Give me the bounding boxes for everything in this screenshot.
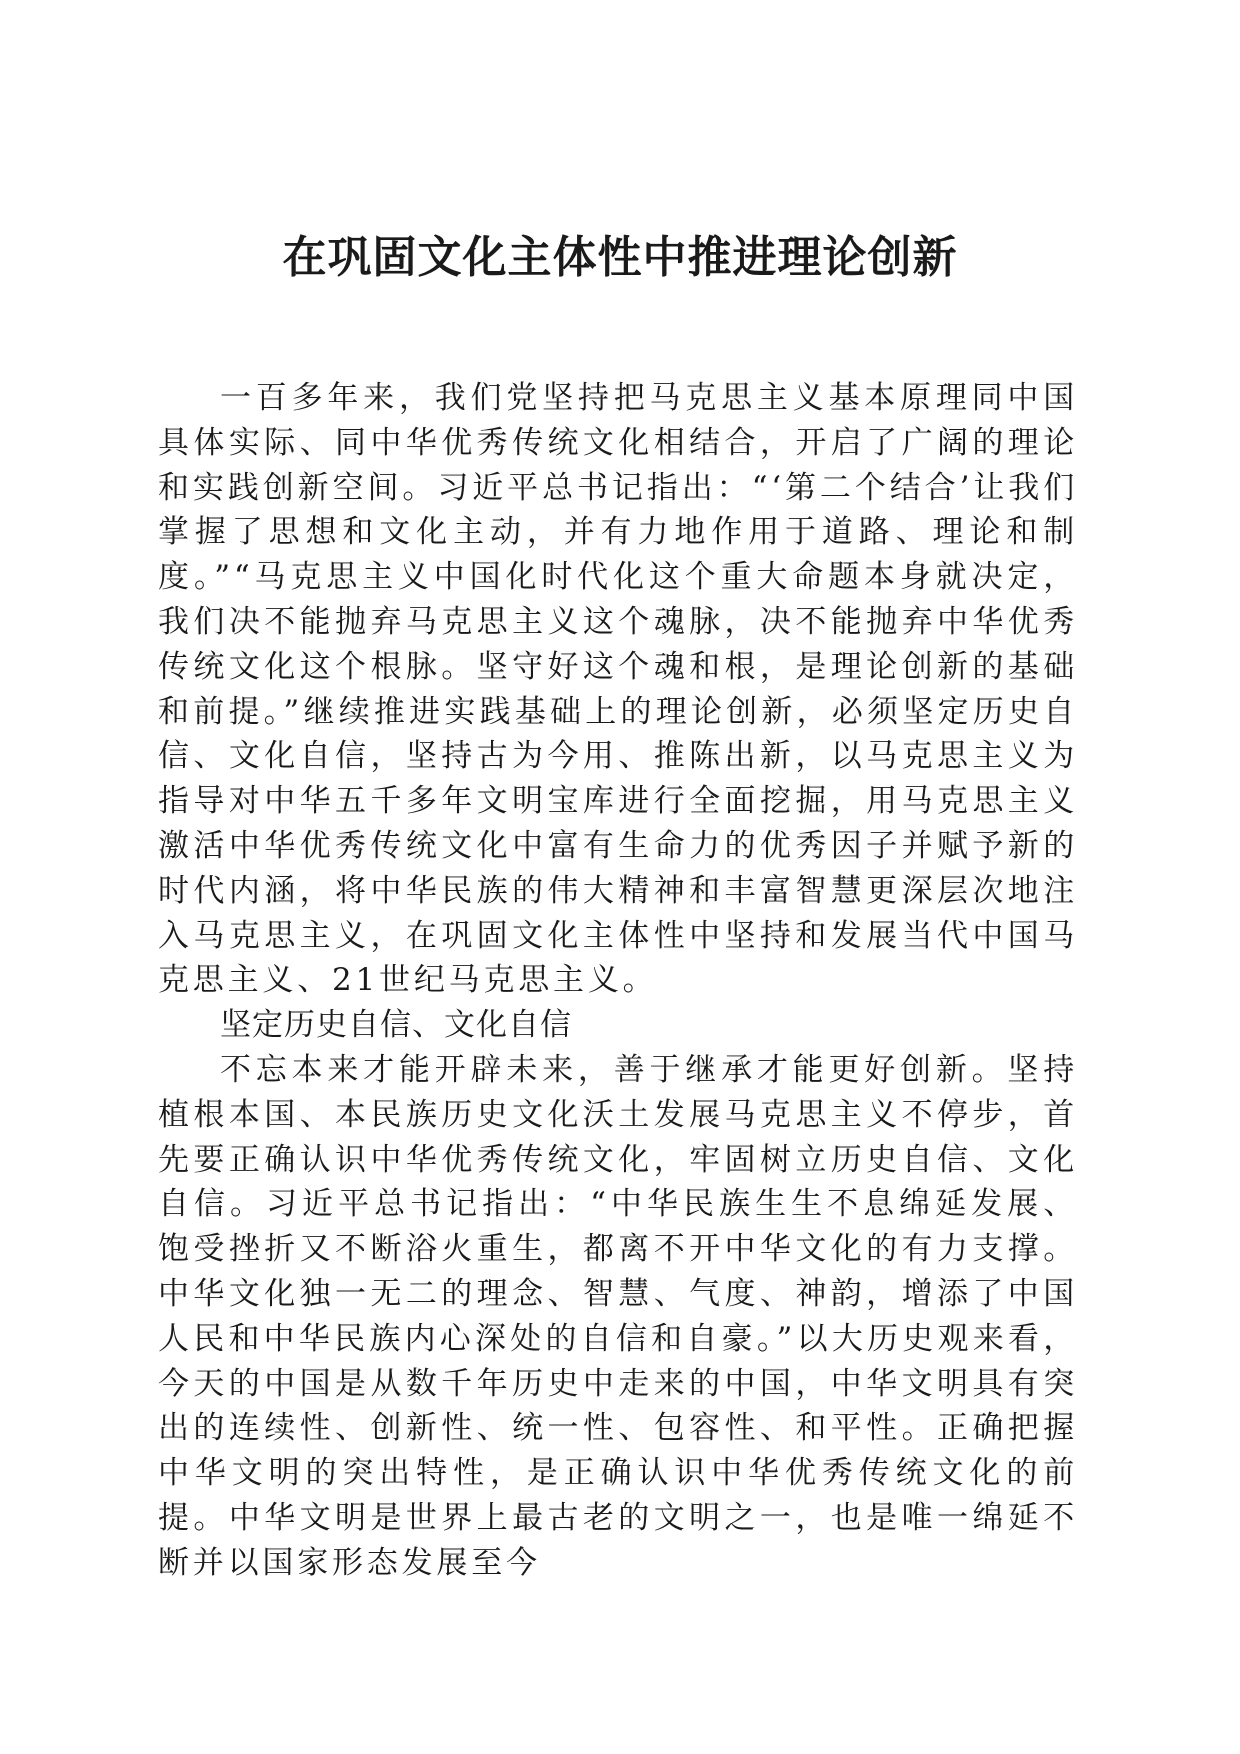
intro-paragraph: 一百多年来，我们党坚持把马克思主义基本原理同中国具体实际、同中华优秀传统文化相结合，开启了广阔的理论和实践创新空间。习近平总书记指出：“‘第二个结合’让我们掌握了思想和文化主动，并有力地作用于道路、理论和制度。”“马克思主义中国化时代化这个重大命题本身就决定，我们决不能抛弃马克思主义这个魂脉，决不能抛弃中华优秀传统文化这个根脉。坚守好这个魂和根，是理论创新的基础和前提。”继续推进实践基础上的理论创新，必须坚定历史自信、文化自信，坚持古为今用、推陈出新，以马克思主义为指导对中华五千多年文明宝库进行全面挖掘，用马克思主义激活中华优秀传统文化中富有生命力的优秀因子并赋予新的时代内涵，将中华民族的伟大精神和丰富智慧更深层次地注入马克思主义，在巩固文化主体性中坚持和发展当代中国马克思主义、21世纪马克思主义。 xyxy=(158,380,1078,999)
section-paragraph: 不忘本来才能开辟未来，善于继承才能更好创新。坚持植根本国、本民族历史文化沃土发展马克思主义不停步，首先要正确认识中华优秀传统文化，牢固树立历史自信、文化自信。习近平总书记指出：“中华民族生生不息绵延发展、饱受挫折又不断浴火重生，都离不开中华文化的有力支撑。中华文化独一无二的理念、智慧、气度、神韵，增添了中国人民和中华民族内心深处的自信和自豪。”以大历史观来看，今天的中国是从数千年历史中走来的中国，中华文明具有突出的连续性、创新性、统一性、包容性、和平性。正确把握中华文明的突出特性，是正确认识中华优秀传统文化的前提。中华文明是世界上最古老的文明之一，也是唯一绵延不断并以国家形态发展至今 xyxy=(158,1051,1078,1581)
page-title: 在巩固文化主体性中推进理论创新 xyxy=(282,232,958,283)
section-heading: 坚定历史自信、文化自信 xyxy=(220,1007,572,1044)
article-body xyxy=(158,376,1078,1586)
